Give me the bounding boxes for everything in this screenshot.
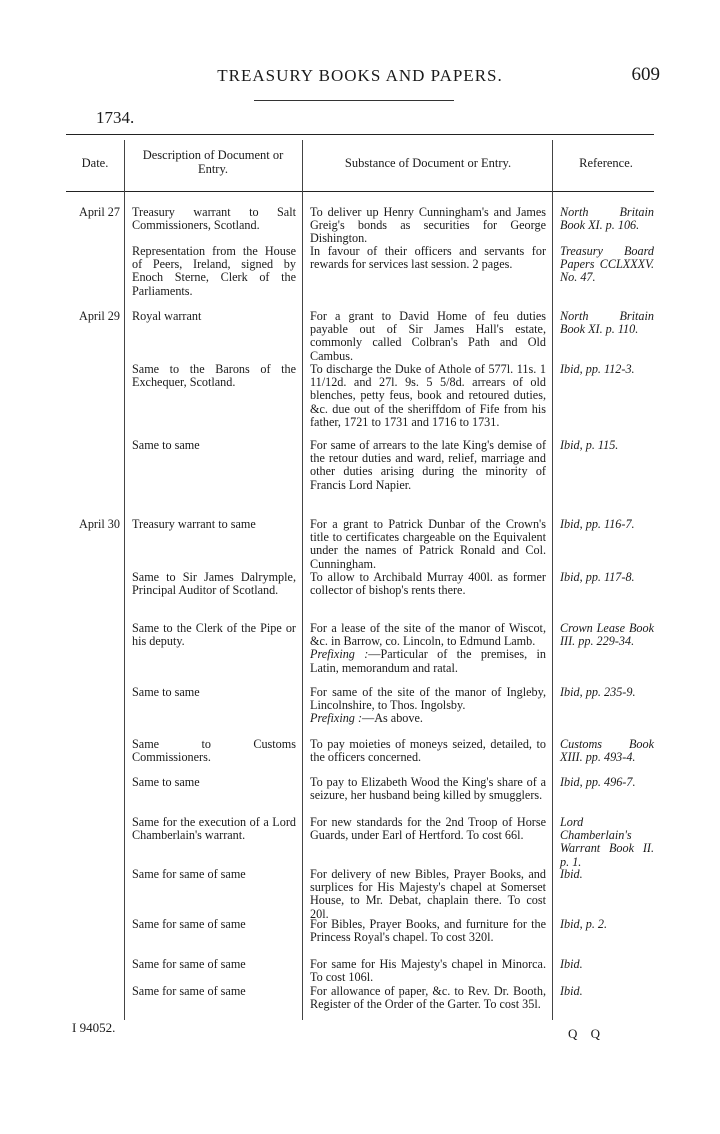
entry-description: Same for same of same bbox=[132, 867, 246, 881]
entry-description: Royal warrant bbox=[132, 309, 202, 323]
entry-prefixing-note bbox=[310, 712, 546, 725]
prefixing-text: —As above. bbox=[362, 711, 423, 726]
entry-description: Treasury warrant to Salt Commissioners, Scotland. bbox=[132, 205, 296, 233]
entry-reference: Treasury Board Papers CCLXXXV. No. 47. bbox=[560, 244, 654, 285]
entry-substance-text: For a lease of the site of the manor of Wiscot, &c. in Barrow, co. Lincoln, to Edmund Lamb. bbox=[310, 621, 546, 649]
entry-substance: To pay to Elizabeth Wood the King's share of a seizure, her husband being killed by smugglers. bbox=[310, 775, 546, 803]
entry-description: Same to the Clerk of the Pipe or his deputy. bbox=[132, 621, 296, 649]
entry-reference: North Britain Book XI. p. 106. bbox=[560, 205, 654, 233]
entry-substance: For a grant to Patrick Dunbar of the Crown's title to certificates chargeable on the Equivalent under the names of Patrick Ronald and Col. Cunningham. bbox=[310, 517, 546, 571]
entry-substance: For a grant to David Home of feu duties payable out of Sir James Hall's estate, commonly called Colbran's Path and Old Cambus. bbox=[310, 309, 546, 363]
entry-description: Same to Sir James Dalrymple, Principal Auditor of Scotland. bbox=[132, 570, 296, 598]
entry-description: Same for same of same bbox=[132, 957, 246, 971]
prefixing-label: Prefixing : bbox=[310, 647, 369, 662]
entry-reference: Crown Lease Book III. pp. 229-34. bbox=[560, 621, 654, 649]
entry-substance: For same of arrears to the late King's demise of the retour duties and ward, relief, marriage and other duties arising during the minority of Francis Lord Napier. bbox=[310, 438, 546, 492]
footer-signature: I 94052. bbox=[72, 1020, 116, 1035]
entry-description: Treasury warrant to same bbox=[132, 517, 256, 531]
entry-reference: Ibid, pp. 112-3. bbox=[560, 362, 635, 376]
entry-reference: North Britain Book XI. p. 110. bbox=[560, 309, 654, 337]
year-heading: 1734. bbox=[96, 108, 135, 127]
entry-substance bbox=[310, 686, 546, 726]
entry-substance: For same for His Majesty's chapel in Minorca. To cost 106l. bbox=[310, 957, 546, 985]
entry-reference: Ibid, pp. 235-9. bbox=[560, 685, 636, 699]
entry-reference: Ibid, p. 115. bbox=[560, 438, 619, 452]
column-header-substance: Substance of Document or Entry. bbox=[344, 156, 512, 170]
entry-substance: To discharge the Duke of Athole of 577l. 11s. 1 11/12d. and 27l. 9s. 5 5/8d. arrears of old blenches, petty feus, book and retoured duties, &c. due out of the sheriffdom of Fife from his father, 1721 to 1731 and 1716 to 1731. bbox=[310, 362, 546, 429]
entry-substance-text: For same of the site of the manor of Ingleby, Lincolnshire, to Thos. Ingolsby. bbox=[310, 685, 546, 713]
entry-description: Representation from the House of Peers, Ireland, signed by Enoch Sterne, Clerk of the Parliaments. bbox=[132, 244, 296, 298]
table-header-rule bbox=[66, 191, 654, 192]
entry-substance: For delivery of new Bibles, Prayer Books, and surplices for His Majesty's chapel at Somerset House, to Mr. Debat, chaplain there. To cost 20l. bbox=[310, 867, 546, 921]
entry-substance: For allowance of paper, &c. to Rev. Dr. Booth, Register of the Order of the Garter. To cost 35l. bbox=[310, 984, 546, 1012]
entry-description: Same to the Barons of the Exchequer, Scotland. bbox=[132, 362, 296, 390]
footer-gathering: Q Q bbox=[568, 1026, 606, 1041]
prefixing-text: —Particular of the premises, in Latin, memorandum and ratal. bbox=[310, 647, 546, 675]
entry-substance: For new standards for the 2nd Troop of Horse Guards, under Earl of Hertford. To cost 66l. bbox=[310, 815, 546, 843]
entry-prefixing-note bbox=[310, 648, 546, 674]
entry-description: Same for same of same bbox=[132, 917, 246, 931]
entry-description: Same for the execution of a Lord Chamberlain's warrant. bbox=[132, 815, 296, 843]
entry-substance bbox=[310, 622, 546, 675]
column-header-description: Description of Document or Entry. bbox=[142, 148, 284, 176]
entry-reference: Ibid, pp. 117-8. bbox=[560, 570, 635, 584]
table-top-rule bbox=[66, 134, 654, 135]
entry-reference: Customs Book XIII. pp. 493-4. bbox=[560, 737, 654, 765]
entry-substance: To allow to Archibald Murray 400l. as former collector of bishop's rents there. bbox=[310, 570, 546, 598]
running-title: TREASURY BOOKS AND PAPERS. bbox=[217, 66, 503, 85]
entry-reference: Ibid, pp. 496-7. bbox=[560, 775, 636, 789]
entry-description: Same to same bbox=[132, 775, 200, 789]
entry-reference: Ibid, p. 2. bbox=[560, 917, 608, 931]
entry-reference: Ibid. bbox=[560, 984, 583, 998]
entry-reference: Ibid. bbox=[560, 957, 583, 971]
entry-substance: In favour of their officers and servants for rewards for services last session. 2 pages. bbox=[310, 244, 546, 272]
entry-substance: For Bibles, Prayer Books, and furniture for the Princess Royal's chapel. To cost 320l. bbox=[310, 917, 546, 945]
entry-description: Same to same bbox=[132, 685, 200, 699]
page-number: 609 bbox=[631, 64, 660, 85]
entry-substance: To pay moieties of moneys seized, detailed, to the officers concerned. bbox=[310, 737, 546, 765]
entry-reference: Ibid. bbox=[560, 867, 583, 881]
entry-description: Same to Customs Commissioners. bbox=[132, 737, 296, 765]
entry-reference: Ibid, pp. 116-7. bbox=[560, 517, 635, 531]
header-rule bbox=[254, 100, 454, 101]
column-divider bbox=[302, 140, 303, 1020]
entry-substance: To deliver up Henry Cunningham's and James Greig's bonds as securities for George Dishington. bbox=[310, 205, 546, 246]
entry-date: April 30 bbox=[79, 517, 120, 531]
column-header-reference: Reference. bbox=[579, 156, 633, 170]
entry-description: Same to same bbox=[132, 438, 200, 452]
entry-date: April 27 bbox=[79, 205, 120, 219]
column-divider bbox=[124, 140, 125, 1020]
column-divider bbox=[552, 140, 553, 1020]
entry-date: April 29 bbox=[79, 309, 120, 323]
entry-reference: Lord Chamberlain's Warrant Book II. p. 1. bbox=[560, 815, 654, 869]
prefixing-label: Prefixing : bbox=[310, 711, 363, 726]
column-header-date: Date. bbox=[81, 156, 109, 170]
entry-description: Same for same of same bbox=[132, 984, 246, 998]
